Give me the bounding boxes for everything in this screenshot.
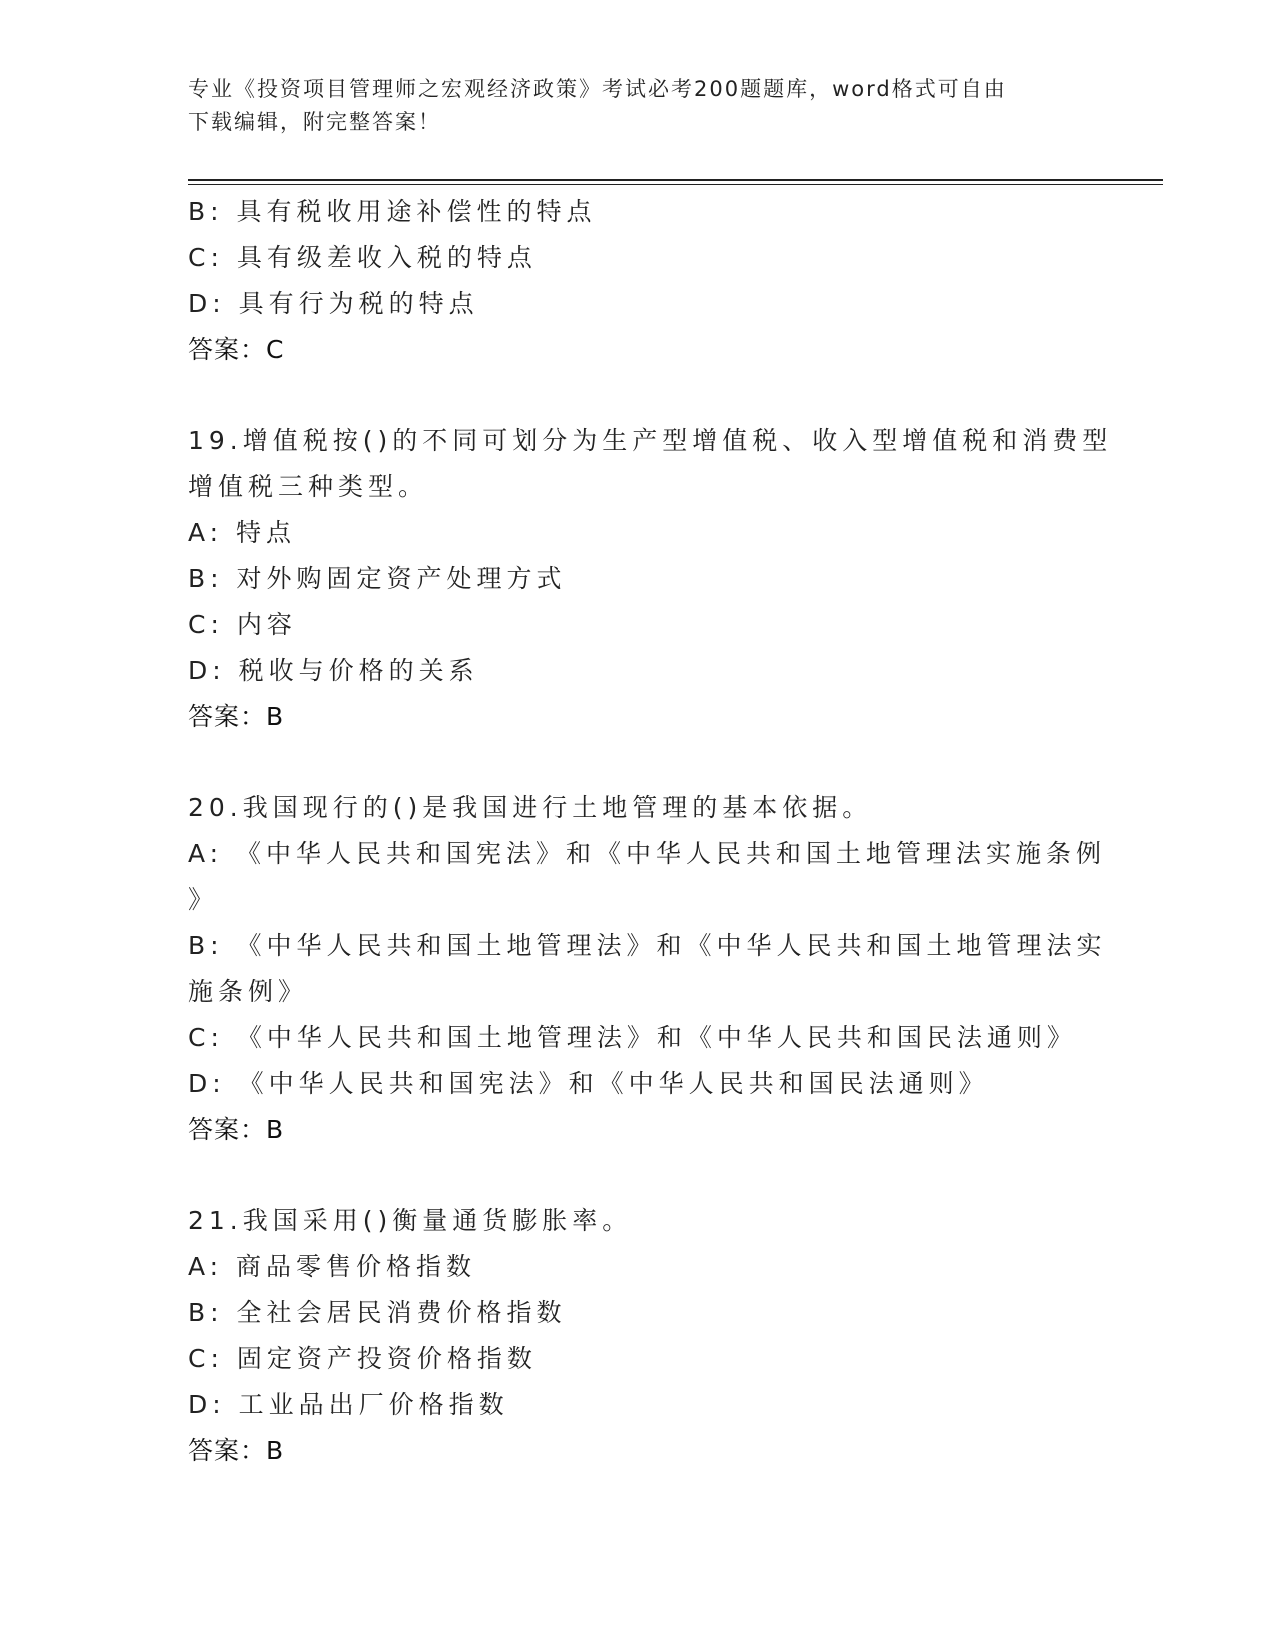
- answer: 答案：C: [188, 335, 285, 364]
- question-19: [188, 418, 1113, 740]
- spacer: [188, 1153, 1088, 1198]
- option-c: C: 《中华人民共和国土地管理法》和《中华人民共和国民法通则》: [188, 1023, 1077, 1052]
- document-header: [188, 73, 1088, 139]
- header-rule-thick: [188, 179, 1163, 181]
- option-a: A: 商品零售价格指数: [188, 1252, 477, 1281]
- spacer: [188, 740, 1088, 785]
- option-d: D: 《中华人民共和国宪法》和《中华人民共和国民法通则》: [188, 1069, 989, 1098]
- option-b-continued: 施条例》: [188, 977, 309, 1006]
- option-b: B: 具有税收用途补偿性的特点: [188, 197, 597, 226]
- question-21: [188, 1198, 1088, 1474]
- question-18: [188, 189, 1088, 373]
- answer: 答案：B: [188, 1436, 285, 1465]
- answer: 答案：B: [188, 702, 285, 731]
- header-rule-thin: [188, 184, 1163, 185]
- option-d: D: 具有行为税的特点: [188, 289, 479, 318]
- option-a: A: 特点: [188, 518, 297, 547]
- option-b: B: 《中华人民共和国土地管理法》和《中华人民共和国土地管理法实: [188, 931, 1107, 960]
- header-line-1: 专业《投资项目管理师之宏观经济政策》考试必考200题题库，word格式可自由: [188, 77, 1007, 101]
- question-stem: 19.增值税按()的不同可划分为生产型增值税、收入型增值税和消费型: [188, 426, 1113, 455]
- question-list: [188, 189, 1113, 1474]
- option-a: A: 《中华人民共和国宪法》和《中华人民共和国土地管理法实施条例: [188, 839, 1107, 868]
- option-a-continued: 》: [188, 885, 219, 914]
- option-d: D: 税收与价格的关系: [188, 656, 479, 685]
- option-c: C: 内容: [188, 610, 297, 639]
- option-b: B: 全社会居民消费价格指数: [188, 1298, 567, 1327]
- question-stem-continued: 增值税三种类型。: [188, 472, 429, 501]
- option-c: C: 具有级差收入税的特点: [188, 243, 537, 272]
- option-b: B: 对外购固定资产处理方式: [188, 564, 567, 593]
- answer: 答案：B: [188, 1115, 285, 1144]
- option-d: D: 工业品出厂价格指数: [188, 1390, 509, 1419]
- question-stem: 21.我国采用()衡量通货膨胀率。: [188, 1206, 633, 1235]
- question-20: [188, 785, 1107, 1153]
- option-c: C: 固定资产投资价格指数: [188, 1344, 537, 1373]
- header-line-2: 下载编辑，附完整答案！: [188, 110, 441, 134]
- spacer: [188, 373, 1088, 418]
- question-stem: 20.我国现行的()是我国进行土地管理的基本依据。: [188, 793, 873, 822]
